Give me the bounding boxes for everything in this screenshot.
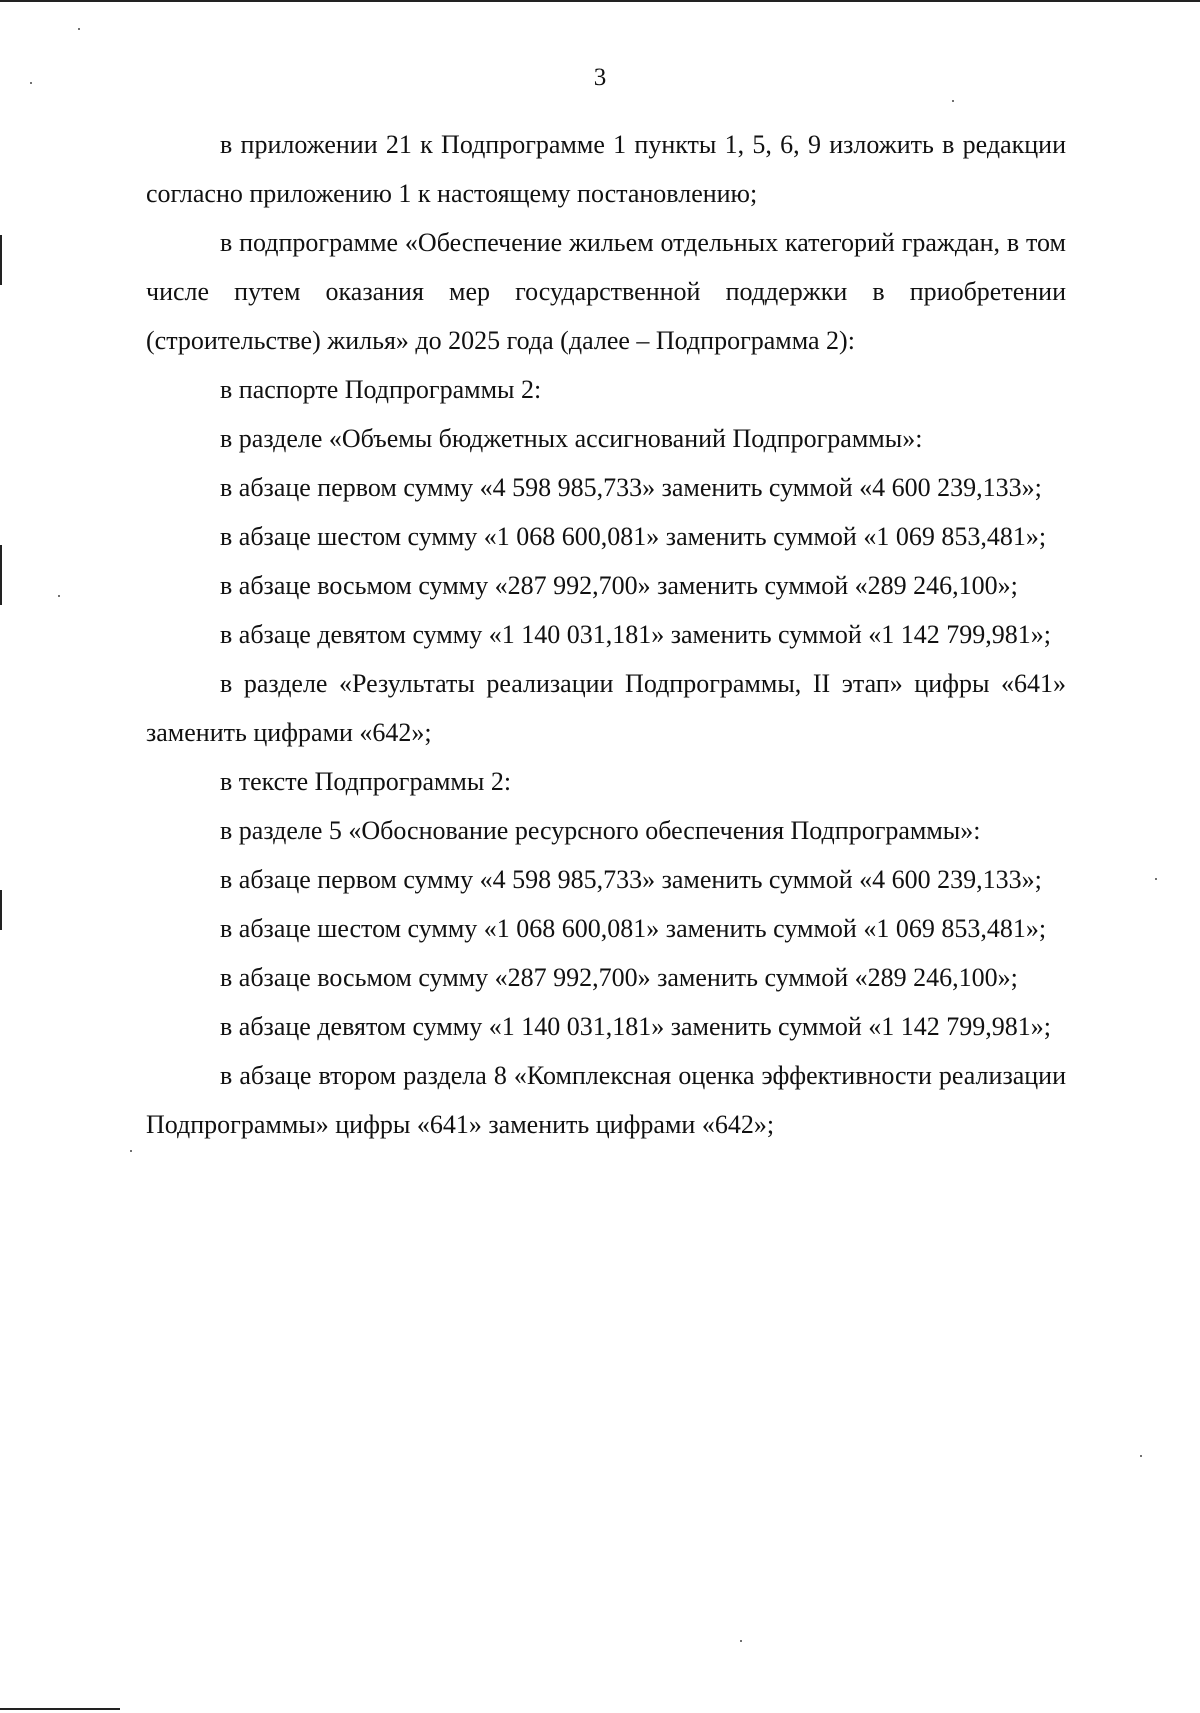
scan-speck	[952, 100, 954, 102]
paragraph-amendment: в абзаце шестом сумму «1 068 600,081» заменить суммой «1 069 853,481»;	[220, 522, 1047, 551]
paragraph-amendment: в абзаце первом сумму «4 598 985,733» заменить суммой «4 600 239,133»;	[220, 473, 1042, 502]
paragraph-amendment: в абзаце восьмом сумму «287 992,700» заменить суммой «289 246,100»;	[220, 963, 1018, 992]
paragraph-amendment: в абзаце первом сумму «4 598 985,733» заменить суммой «4 600 239,133»;	[220, 865, 1042, 894]
paragraph-results-section: в разделе «Результаты реализации Подпрограммы, II этап» цифры «641» заменить цифрами «642»;	[146, 669, 1066, 747]
scan-speck	[78, 28, 80, 30]
scan-speck	[130, 1150, 132, 1152]
scan-edge-bottom-mark	[0, 1708, 120, 1710]
paragraph-text-subprogram-2: в тексте Подпрограммы 2:	[220, 767, 512, 796]
paragraph-appendix-21: в приложении 21 к Подпрограмме 1 пункты 1, 5, 6, 9 изложить в редакции согласно приложению 1 к настоящему постановлению;	[146, 130, 1066, 208]
scan-edge-top	[0, 0, 1200, 2]
scan-edge-left-mark	[0, 235, 2, 285]
scan-speck	[740, 1640, 742, 1642]
paragraph-section-5: в разделе 5 «Обоснование ресурсного обеспечения Подпрограммы»:	[220, 816, 981, 845]
paragraph-subprogram-2-title: в подпрограмме «Обеспечение жильем отдельных категорий граждан, в том числе путем оказания мер государственной поддержки в приобретении (строительстве) жилья» до 2025 года (далее – Подпрограмма 2):	[146, 228, 1066, 355]
scan-speck	[1155, 878, 1157, 880]
document-body	[146, 120, 1066, 1149]
paragraph-amendment: в абзаце девятом сумму «1 140 031,181» заменить суммой «1 142 799,981»;	[220, 1012, 1051, 1041]
scan-speck	[1140, 1455, 1142, 1457]
paragraph-amendment: в абзаце восьмом сумму «287 992,700» заменить суммой «289 246,100»;	[220, 571, 1018, 600]
page-number: 3	[593, 64, 607, 91]
paragraph-budget-section: в разделе «Объемы бюджетных ассигнований Подпрограммы»:	[220, 424, 923, 453]
paragraph-amendment: в абзаце девятом сумму «1 140 031,181» заменить суммой «1 142 799,981»;	[220, 620, 1051, 649]
scan-speck	[58, 595, 60, 597]
scan-edge-left-mark	[0, 890, 2, 930]
scan-edge-left-mark	[0, 545, 2, 605]
paragraph-passport: в паспорте Подпрограммы 2:	[220, 375, 542, 404]
paragraph-section-8: в абзаце втором раздела 8 «Комплексная оценка эффективности реализации Подпрограммы» цифры «641» заменить цифрами «642»;	[146, 1061, 1066, 1139]
paragraph-amendment: в абзаце шестом сумму «1 068 600,081» заменить суммой «1 069 853,481»;	[220, 914, 1047, 943]
